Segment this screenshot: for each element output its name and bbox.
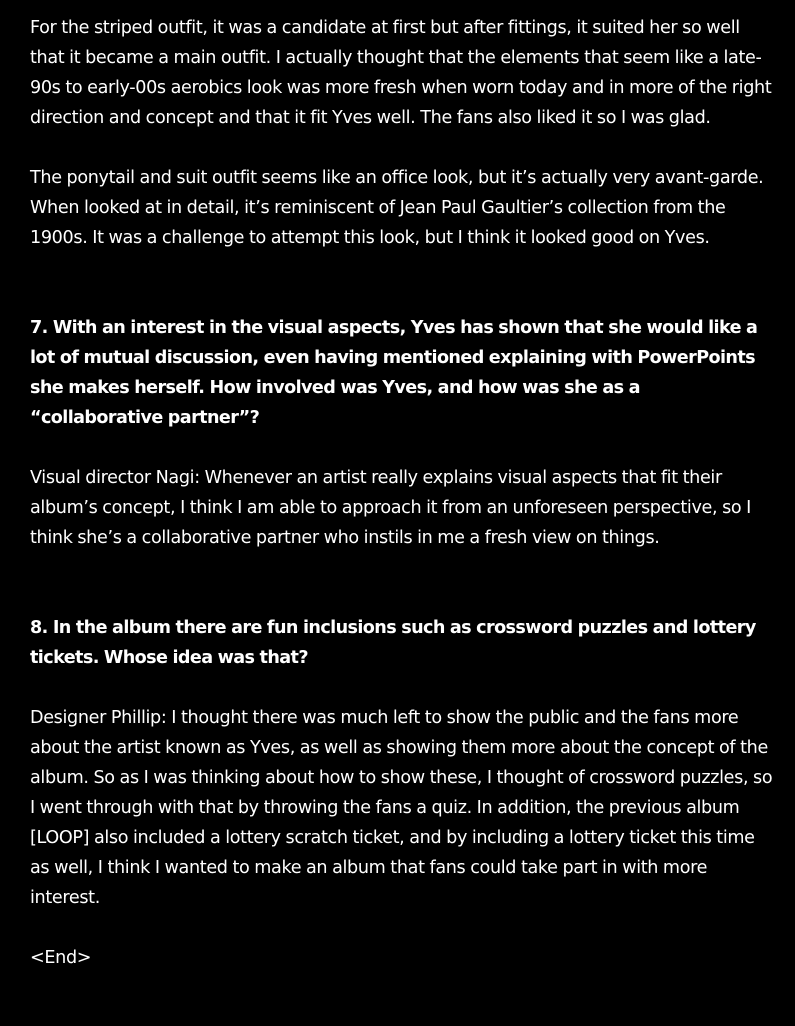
question-7-heading: 7. With an interest in the visual aspects, Yves has shown that she would like a lot of mutual discussion, even having mentioned explaining with PowerPoints she makes herself. How involved was Yves, and how was she as a “collaborative partner”? [30, 318, 758, 428]
answer-7-paragraph: Visual director Nagi: Whenever an artist really explains visual aspects that fit their album’s concept, I think I am able to approach it from an unforeseen perspective, so I think she’s a collaborative partner who instils in me a fresh view on things. [30, 468, 751, 548]
answer-8-paragraph: Designer Phillip: I thought there was much left to show the public and the fans more about the artist known as Yves, as well as showing them more about the concept of the album. So as I was thinking about how to show these, I thought of crossword puzzles, so I went through with that by throwing the fans a quiz. In addition, the previous album [LOOP] also included a lottery scratch ticket, and by including a lottery ticket this time as well, I think I wanted to make an album that fans could take part in with more interest. [30, 708, 773, 908]
paragraph-spacer [30, 433, 775, 463]
question-8-heading: 8. In the album there are fun inclusions such as crossword puzzles and lottery tickets. Whose idea was that? [30, 618, 756, 668]
paragraph-spacer [30, 673, 775, 703]
article-body [30, 13, 775, 973]
end-marker: <End> [30, 948, 92, 968]
section-spacer [30, 253, 775, 313]
paragraph-striped-outfit: For the striped outfit, it was a candidate at first but after fittings, it suited her so well that it became a main outfit. I actually thought that the elements that seem like a late-90s to early-00s aerobics look was more fresh when worn today and in more of the right direction and concept and that it fit Yves well. The fans also liked it so I was glad. [30, 18, 772, 128]
paragraph-spacer [30, 913, 775, 943]
paragraph-ponytail-suit: The ponytail and suit outfit seems like an office look, but it’s actually very avant-garde. When looked at in detail, it’s reminiscent of Jean Paul Gaultier’s collection from the 1900s. It was a challenge to attempt this look, but I think it looked good on Yves. [30, 168, 764, 248]
section-spacer [30, 553, 775, 613]
paragraph-spacer [30, 133, 775, 163]
